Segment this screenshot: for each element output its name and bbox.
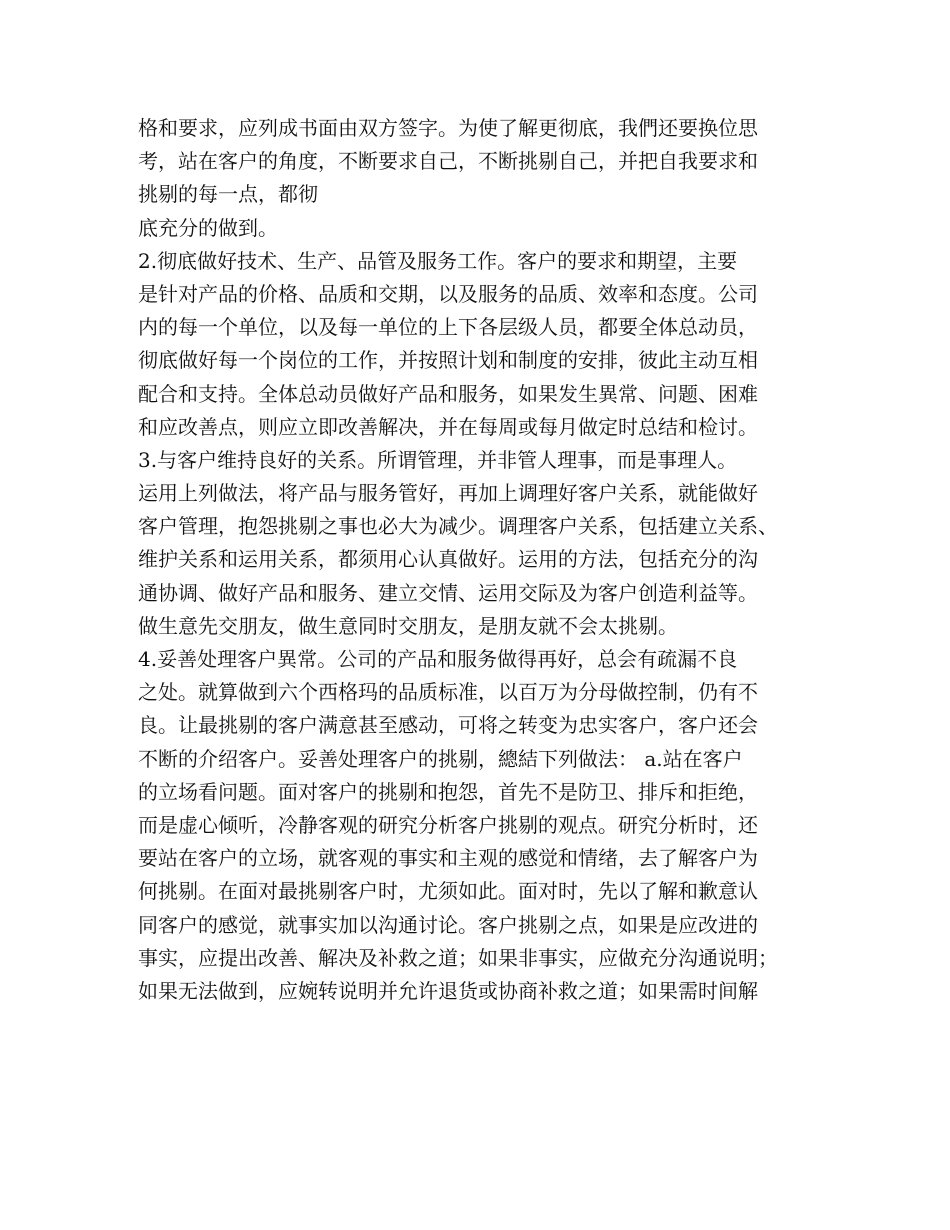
text-line: 做生意先交朋友，做生意同时交朋友，是朋友就不会太挑剔。 xyxy=(138,613,678,638)
text-line: 格和要求，应列成书面由双方签字。为使了解更彻底，我們还要换位思 xyxy=(138,116,758,140)
text-line: 何挑剔。在面对最挑剔客户时，尤须如此。面对时，先以了解和歉意认 xyxy=(138,879,758,904)
text-line: 配合和支持。全体总动员做好产品和服务，如果发生異常、问题、困难 xyxy=(138,381,758,406)
text-line: 客户管理，抱怨挑剔之事也必大为减少。调理客户关系，包括建立关系、 xyxy=(138,514,778,539)
text-line: 同客户的感觉，就事实加以沟通讨论。客户挑剔之点，如果是应改进的 xyxy=(138,912,758,937)
body-text xyxy=(138,112,838,1008)
text-line: 良。让最挑剔的客户满意甚至感动，可将之转变为忠实客户，客户还会 xyxy=(138,713,758,738)
text-line: 彻底做好每一个岗位的工作，并按照计划和制度的安排，彼此主动互相 xyxy=(138,348,758,373)
text-line: 运用上列做法，将产品与服务管好，再加上调理好客户关系，就能做好 xyxy=(138,481,758,506)
text-line: 如果无法做到，应婉转说明并允许退货或协商补救之道；如果需时间解 xyxy=(138,978,758,1003)
text-line: 要站在客户的立场，就客观的事实和主观的感觉和情绪，去了解客户为 xyxy=(138,846,758,871)
text-line: 挑剔的每一点，都彻 xyxy=(138,182,318,207)
text-line: 3.与客户维持良好的关系。所谓管理，并非管人理事，而是事理人。 xyxy=(138,447,738,472)
text-line: 底充分的做到。 xyxy=(138,215,278,240)
text-line: 不断的介绍客户。妥善处理客户的挑剔，總結下列做法： a.站在客户 xyxy=(138,746,743,771)
text-line: 内的每一个单位，以及每一单位的上下各层级人员，都要全体总动员， xyxy=(138,315,758,340)
text-line: 维护关系和运用关系，都须用心认真做好。运用的方法，包括充分的沟 xyxy=(138,547,758,572)
text-line: 而是虚心倾听，冷静客观的研究分析客户挑剔的观点。研究分析时，还 xyxy=(138,812,758,837)
text-line: 是针对产品的价格、品质和交期，以及服务的品质、效率和态度。公司 xyxy=(138,281,758,306)
text-line: 通协调、做好产品和服务、建立交情、运用交际及为客户创造利益等。 xyxy=(138,580,758,605)
text-line: 2.彻底做好技术、生产、品管及服务工作。客户的要求和期望，主要 xyxy=(138,248,738,273)
text-line: 之处。就算做到六个西格玛的品质标准，以百万为分母做控制，仍有不 xyxy=(138,680,758,705)
text-line: 考，站在客户的角度，不断要求自己，不断挑剔自己，并把自我要求和 xyxy=(138,149,758,174)
text-line: 事实，应提出改善、解决及补救之道；如果非事实，应做充分沟通说明； xyxy=(138,945,778,970)
text-line: 和应改善点，则应立即改善解决，并在每周或每月做定时总结和检讨。 xyxy=(138,414,758,439)
text-line: 4.妥善处理客户異常。公司的产品和服务做得再好，总会有疏漏不良 xyxy=(138,647,738,671)
text-line: 的立场看问题。面对客户的挑剔和抱怨，首先不是防卫、排斥和拒绝， xyxy=(138,779,758,804)
